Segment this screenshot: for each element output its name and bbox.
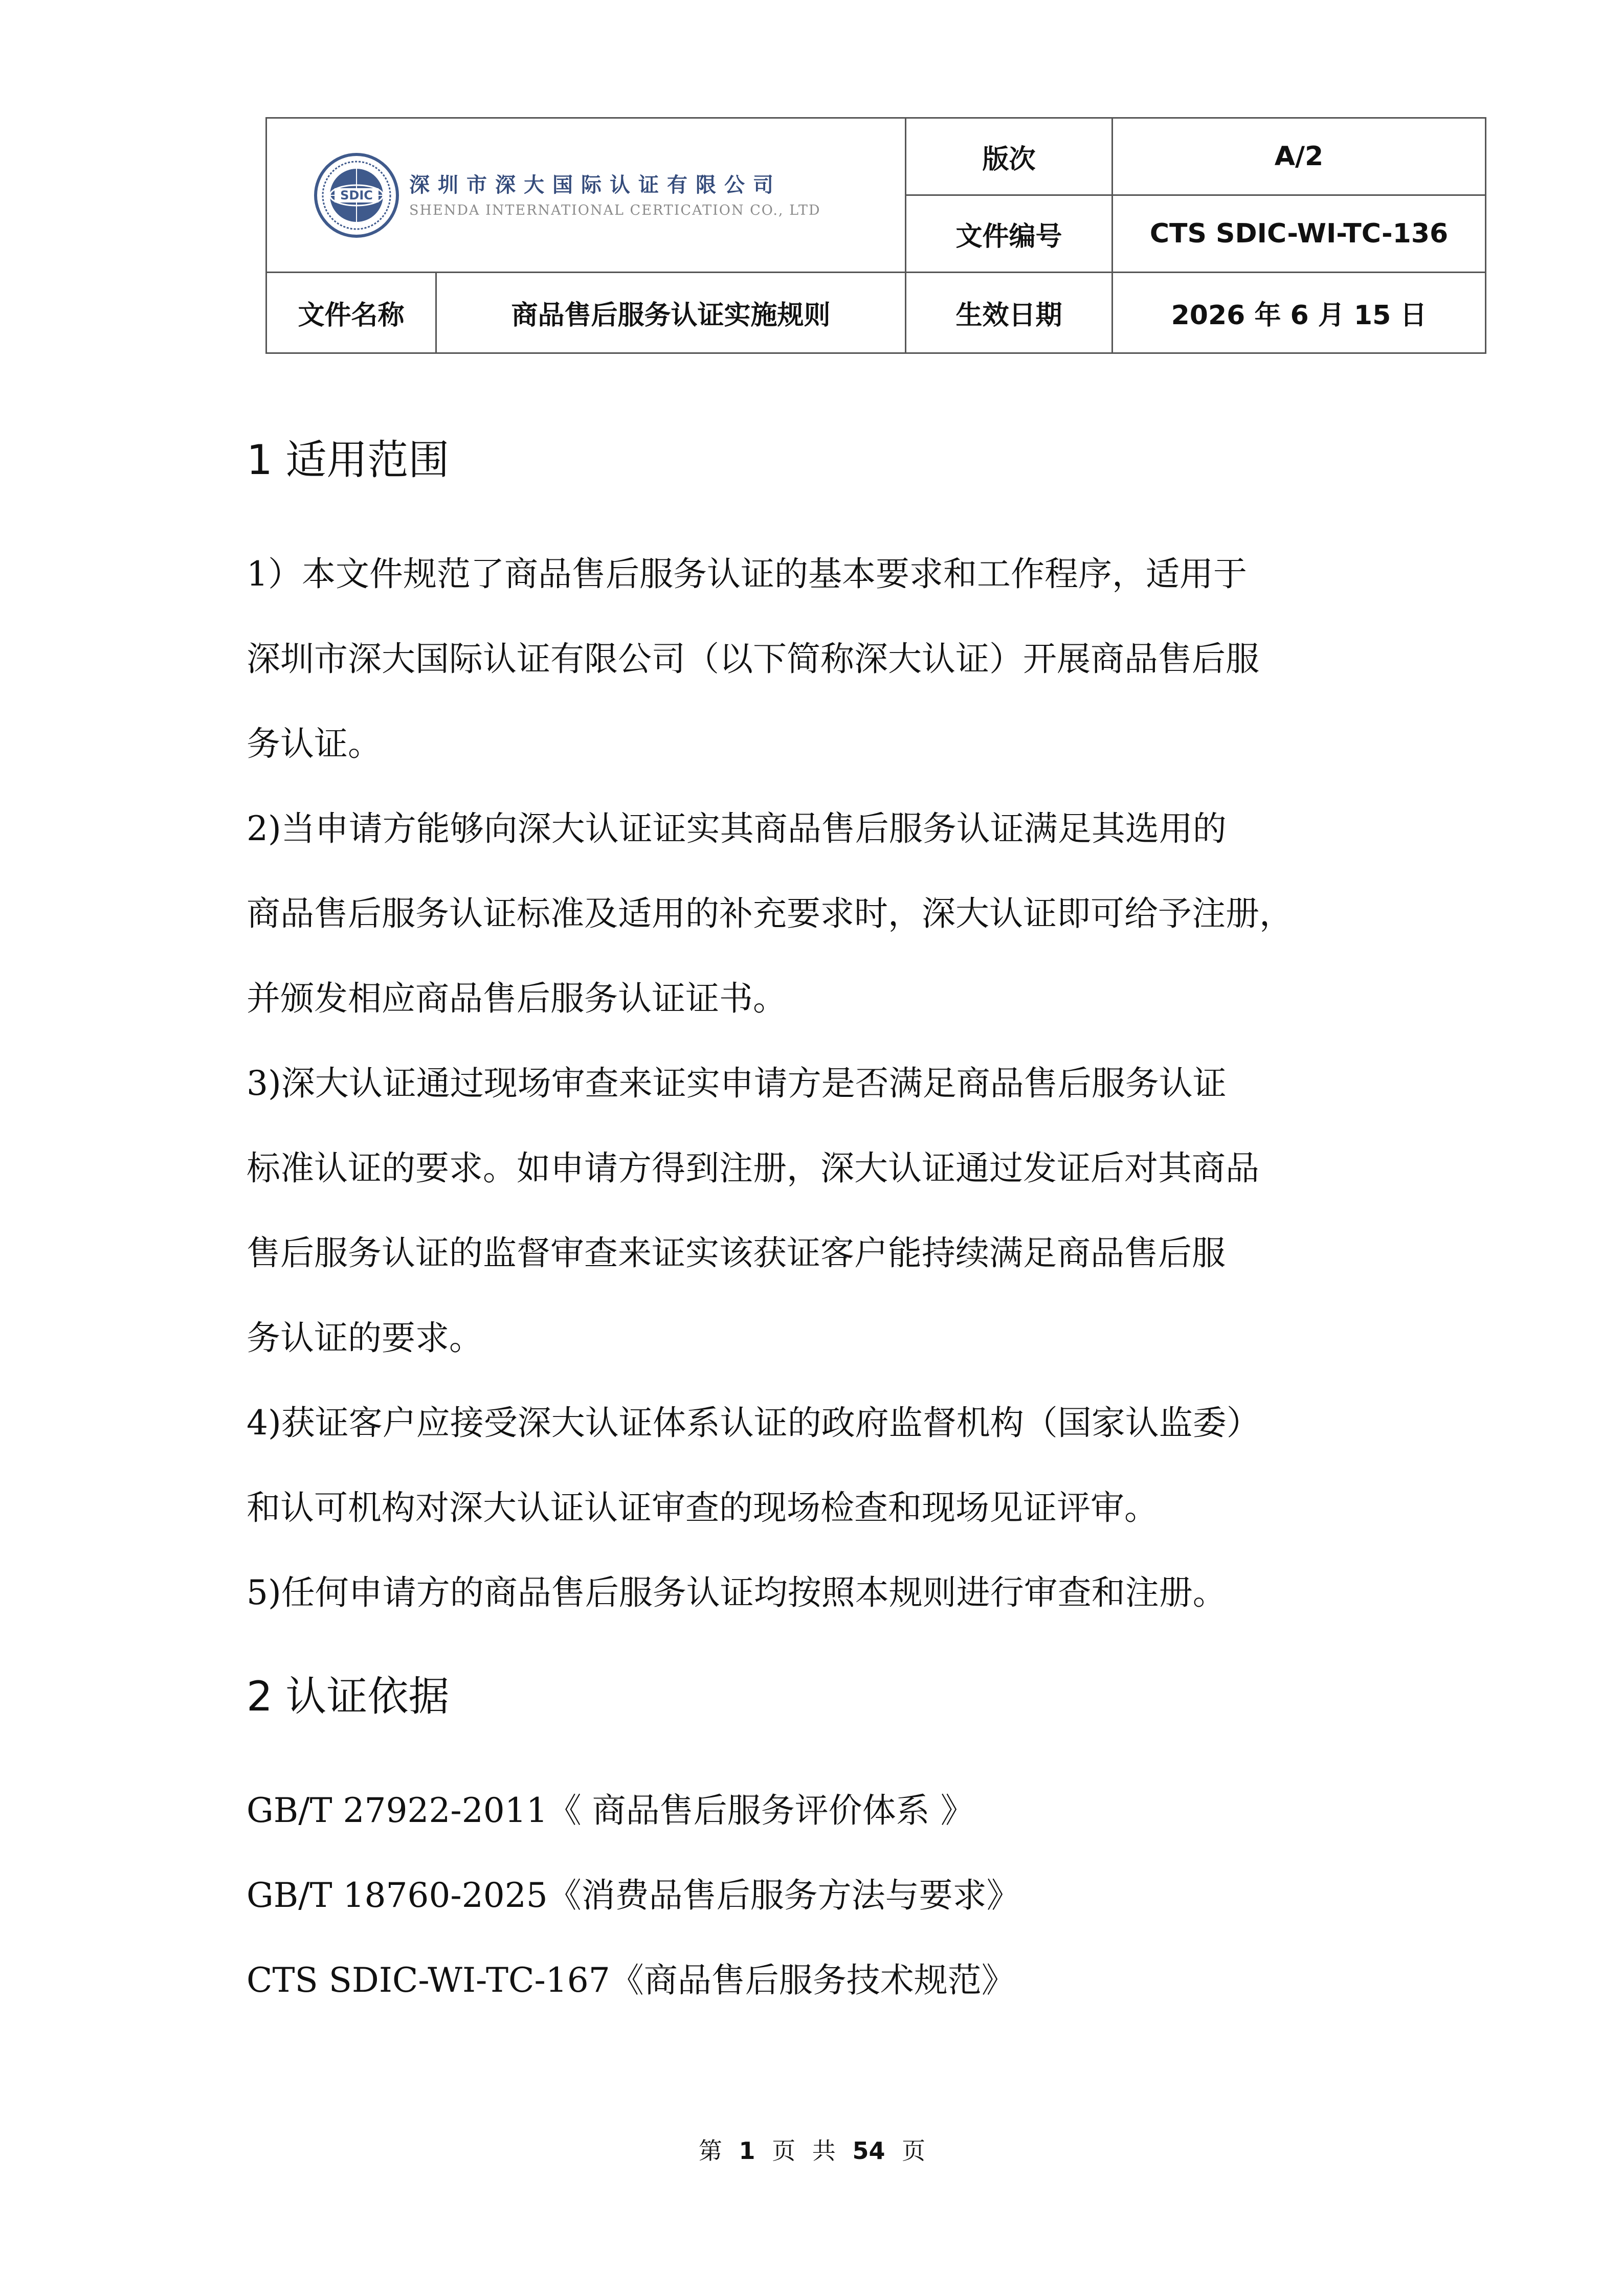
scope-line: 深圳市深大国际认证有限公司（以下简称深大认证）开展商品售后服 — [247, 639, 1259, 679]
scope-line: 5)任何申请方的商品售后服务认证均按照本规则进行审查和注册。 — [247, 1573, 1227, 1612]
page-prefix: 第 — [698, 2137, 722, 2165]
page-total: 54 — [852, 2137, 885, 2165]
company-name-cn: 深圳市深大国际认证有限公司 — [409, 172, 782, 197]
version-value: A/2 — [1113, 118, 1486, 195]
section-heading-scope: 1 适用范围 — [247, 436, 450, 484]
effective-date-label: 生效日期 — [906, 273, 1113, 353]
document-header-table — [265, 117, 1486, 354]
standard-reference: GB/T 18760-2025《消费品售后服务方法与要求》 — [247, 1876, 1020, 1915]
scope-line: 4)获证客户应接受深大认证体系认证的政府监督机构（国家认监委） — [247, 1403, 1260, 1443]
doc-number-label: 文件编号 — [906, 195, 1113, 273]
scope-line: 商品售后服务认证标准及适用的补充要求时，深大认证即可给予注册， — [247, 894, 1293, 933]
page-suffix: 页 — [902, 2137, 926, 2165]
standard-reference: CTS SDIC-WI-TC-167《商品售后服务技术规范》 — [247, 1961, 1015, 2000]
scope-line: 并颁发相应商品售后服务认证证书。 — [247, 979, 787, 1018]
company-logo-cell — [266, 118, 906, 273]
page-current: 1 — [739, 2137, 755, 2165]
standard-reference: GB/T 27922-2011《 商品售后服务评价体系 》 — [247, 1791, 974, 1830]
company-seal-icon — [313, 152, 400, 239]
scope-line: 和认可机构对深大认证认证审查的现场检查和现场见证评审。 — [247, 1488, 1158, 1527]
document-body — [247, 435, 1423, 2023]
version-label: 版次 — [906, 118, 1113, 195]
page-mid: 页 共 — [772, 2137, 836, 2165]
scope-line: 3)深大认证通过现场审查来证实申请方是否满足商品售后服务认证 — [247, 1064, 1227, 1103]
seal-text: SDIC — [340, 188, 373, 202]
scope-line: 务认证的要求。 — [247, 1318, 483, 1358]
scope-line: 2)当申请方能够向深大认证证实其商品售后服务认证满足其选用的 — [247, 809, 1227, 848]
doc-name-value: 商品售后服务认证实施规则 — [436, 273, 906, 353]
doc-name-label: 文件名称 — [266, 273, 436, 353]
scope-line: 标准认证的要求。如申请方得到注册，深大认证通过发证后对其商品 — [247, 1149, 1259, 1188]
scope-line: 售后服务认证的监督审查来证实该获证客户能持续满足商品售后服 — [247, 1233, 1226, 1273]
scope-line: 务认证。 — [247, 724, 382, 763]
page-footer — [0, 2132, 1624, 2166]
section-heading-basis: 2 认证依据 — [247, 1673, 450, 1720]
company-name-en: SHENDA INTERNATIONAL CERTICATION CO., LTD — [409, 202, 821, 218]
doc-number-value: CTS SDIC-WI-TC-136 — [1113, 195, 1486, 273]
scope-line: 1）本文件规范了商品售后服务认证的基本要求和工作程序，适用于 — [247, 554, 1247, 594]
effective-date-value: 2026 年 6 月 15 日 — [1113, 273, 1486, 353]
